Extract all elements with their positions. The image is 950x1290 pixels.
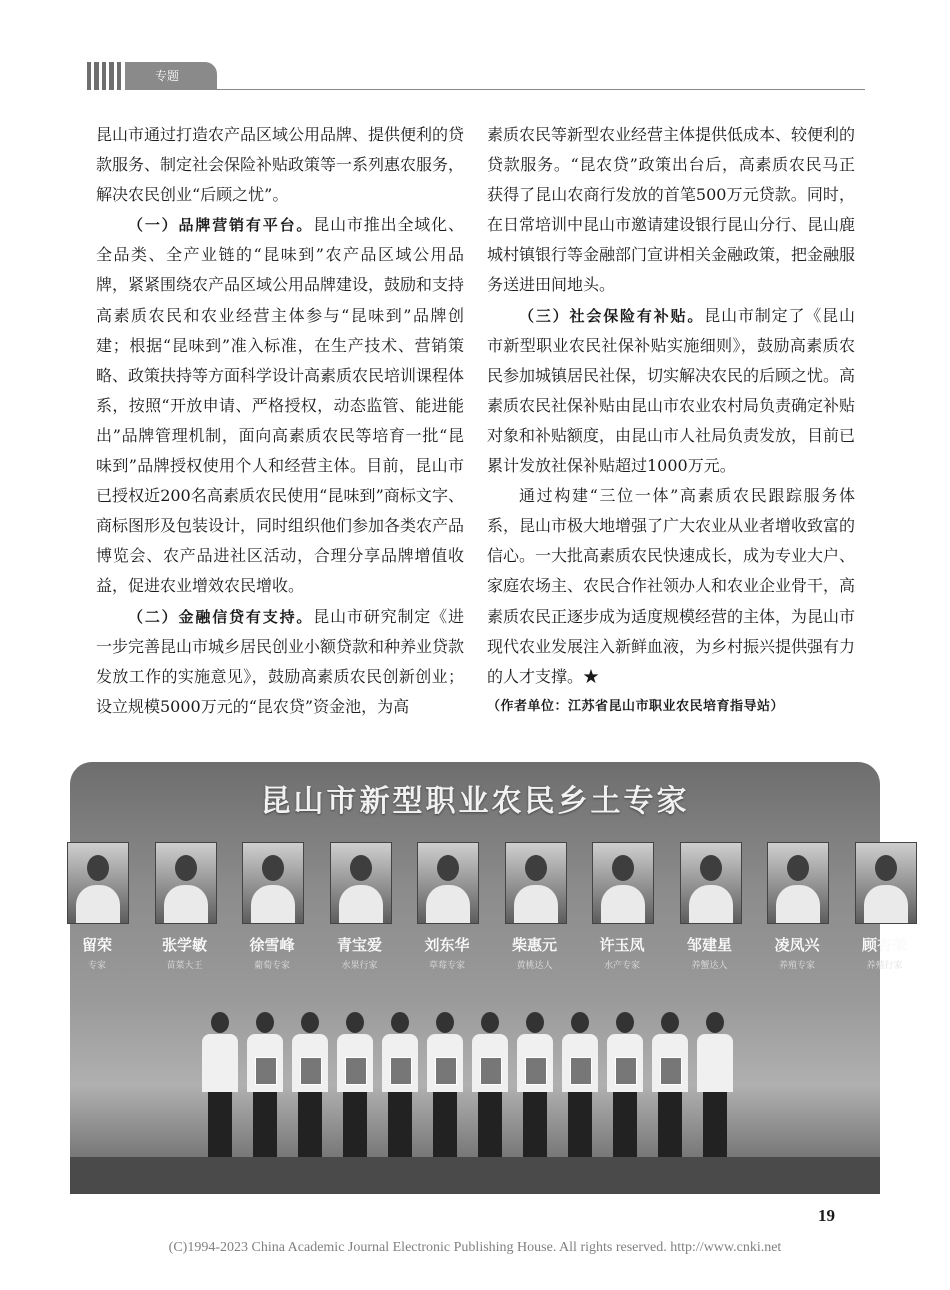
section-header xyxy=(87,62,865,92)
expert-portrait xyxy=(330,842,392,924)
subheading: （一）品牌营销有平台。 xyxy=(128,216,314,235)
expert-portrait xyxy=(767,842,829,924)
expert-title: 葡萄专家 xyxy=(253,961,290,971)
standing-person xyxy=(695,1012,735,1177)
standing-person xyxy=(650,1012,690,1177)
expert-name: 邹建星 xyxy=(686,936,732,954)
subheading: （三）社会保险有补贴。 xyxy=(519,306,705,325)
expert-title: 草莓专家 xyxy=(428,961,465,971)
standing-person xyxy=(470,1012,510,1177)
expert-portrait xyxy=(505,842,567,924)
expert-title: 水果行家 xyxy=(341,961,378,971)
expert-portrait xyxy=(855,842,917,924)
expert-name: 许玉凤 xyxy=(599,936,645,954)
expert-portraits xyxy=(70,842,907,971)
standing-person xyxy=(290,1012,330,1177)
expert-portrait xyxy=(242,842,304,924)
paragraph xyxy=(96,602,464,722)
section-label: 专题 xyxy=(125,62,217,90)
standing-person xyxy=(380,1012,420,1177)
expert-title: 养蟹达人 xyxy=(691,961,728,971)
copyright-footer: (C)1994-2023 China Academic Journal Electronic Publishing House. All rights reserved. http://www.cnki.net xyxy=(168,1240,782,1255)
expert-portrait xyxy=(155,842,217,924)
expert-portrait xyxy=(680,842,742,924)
expert-name: 青宝爱 xyxy=(336,936,382,954)
paragraph xyxy=(96,210,464,601)
expert-name: 徐雪峰 xyxy=(249,936,295,954)
standing-person xyxy=(605,1012,645,1177)
paragraph xyxy=(487,301,855,482)
header-stripes xyxy=(87,62,121,90)
left-column xyxy=(96,120,464,722)
banner-title: 昆山市新型职业农民乡土专家 xyxy=(260,784,690,819)
ceremony-photo xyxy=(70,762,907,1194)
paragraph-text: 昆山市制定了《昆山市新型职业农民社保补贴实施细则》，鼓励高素质农民参加城镇居民社保，切实解决农民的后顾之忧。高素质农民社保补贴由昆山市农业农村局负责确定补贴对象和补贴额度，由昆山市人社局负责发放，目前已累计发放社保补贴超过1000万元。 xyxy=(487,305,856,476)
expert-title: 苗菜大王 xyxy=(166,961,203,971)
expert-name: 凌凤兴 xyxy=(774,936,820,954)
author-affiliation: （作者单位：江苏省昆山市职业农民培育指导站） xyxy=(487,698,785,714)
expert-title: 黄桃达人 xyxy=(516,961,553,971)
expert-name: 留荣 xyxy=(81,936,112,954)
expert-name: 柴惠元 xyxy=(511,936,557,954)
expert-portrait xyxy=(67,842,129,924)
stage-floor xyxy=(70,1157,880,1194)
standing-person xyxy=(560,1012,600,1177)
paragraph: 素质农民等新型农业经营主体提供低成本、较便利的贷款服务。“昆农贷”政策出台后，高素质农民马正获得了昆山农商行发放的首笔500万元贷款。同时，在日常培训中昆山市邀请建设银行昆山分行、昆山鹿城村镇银行等金融部门宣讲相关金融政策，把金融服务送进田间地头。 xyxy=(487,125,856,295)
expert-name: 顾杏荣 xyxy=(861,936,907,954)
expert-title: 养殖行家 xyxy=(866,961,903,971)
standing-person xyxy=(245,1012,285,1177)
subheading: （二）金融信贷有支持。 xyxy=(128,607,314,626)
paragraph: 昆山市通过打造农产品区域公用品牌、提供便利的贷款服务、制定社会保险补贴政策等一系列惠农服务，解决农民创业“后顾之忧”。 xyxy=(96,125,465,205)
standing-person xyxy=(515,1012,555,1177)
expert-name: 张学敏 xyxy=(161,936,207,954)
header-rule xyxy=(217,89,865,90)
standing-person xyxy=(335,1012,375,1177)
standing-person xyxy=(425,1012,465,1177)
page-number: 19 xyxy=(818,1206,835,1225)
expert-title: 水产专家 xyxy=(603,961,640,971)
award-recipients xyxy=(200,1012,760,1177)
expert-title: 专家 xyxy=(87,961,106,971)
expert-portrait xyxy=(592,842,654,924)
right-column xyxy=(487,120,855,722)
expert-title: 养殖专家 xyxy=(778,961,815,971)
paragraph: 通过构建“三位一体”高素质农民跟踪服务体系，昆山市极大地增强了广大农业从业者增收致富的信心。一大批高素质农民快速成长，成为专业大户、家庭农场主、农民合作社领办人和农业企业骨干，高素质农民正逐步成为适度规模经营的主体，为昆山市现代农业发展注入新鲜血液，为乡村振兴提供强有力的人才支撑。★ xyxy=(487,486,856,686)
standing-person xyxy=(200,1012,240,1177)
expert-portrait xyxy=(417,842,479,924)
paragraph-text: 昆山市推出全域化、全品类、全产业链的“昆味到”农产品区域公用品牌，紧紧围绕农产品区域公用品牌建设，鼓励和支持高素质农民和农业经营主体参与“昆味到”品牌创建；根据“昆味到”准入标准，在生产技术、营销策略、政策扶持等方面科学设计高素质农民培训课程体系，按照“开放申请、严格授权，动态监管、能进能出”品牌管理机制，面向高素质农民等培育一批“昆味到”品牌授权使用个人和经营主体。目前，昆山市已授权近200名高素质农民使用“昆味到”商标文字、商标图形及包装设计，同时组织他们参加各类农产品博览会、农产品进社区活动，合理分享品牌增值收益，促进农业增效农民增收。 xyxy=(96,215,465,596)
expert-name: 刘东华 xyxy=(424,936,470,954)
paragraph-text: 昆山市研究制定《进一步完善昆山市城乡居民创业小额贷款和种养业贷款发放工作的实施意见》，鼓励高素质农民创新创业；设立规模5000万元的“昆农贷”资金池，为高 xyxy=(96,606,465,716)
